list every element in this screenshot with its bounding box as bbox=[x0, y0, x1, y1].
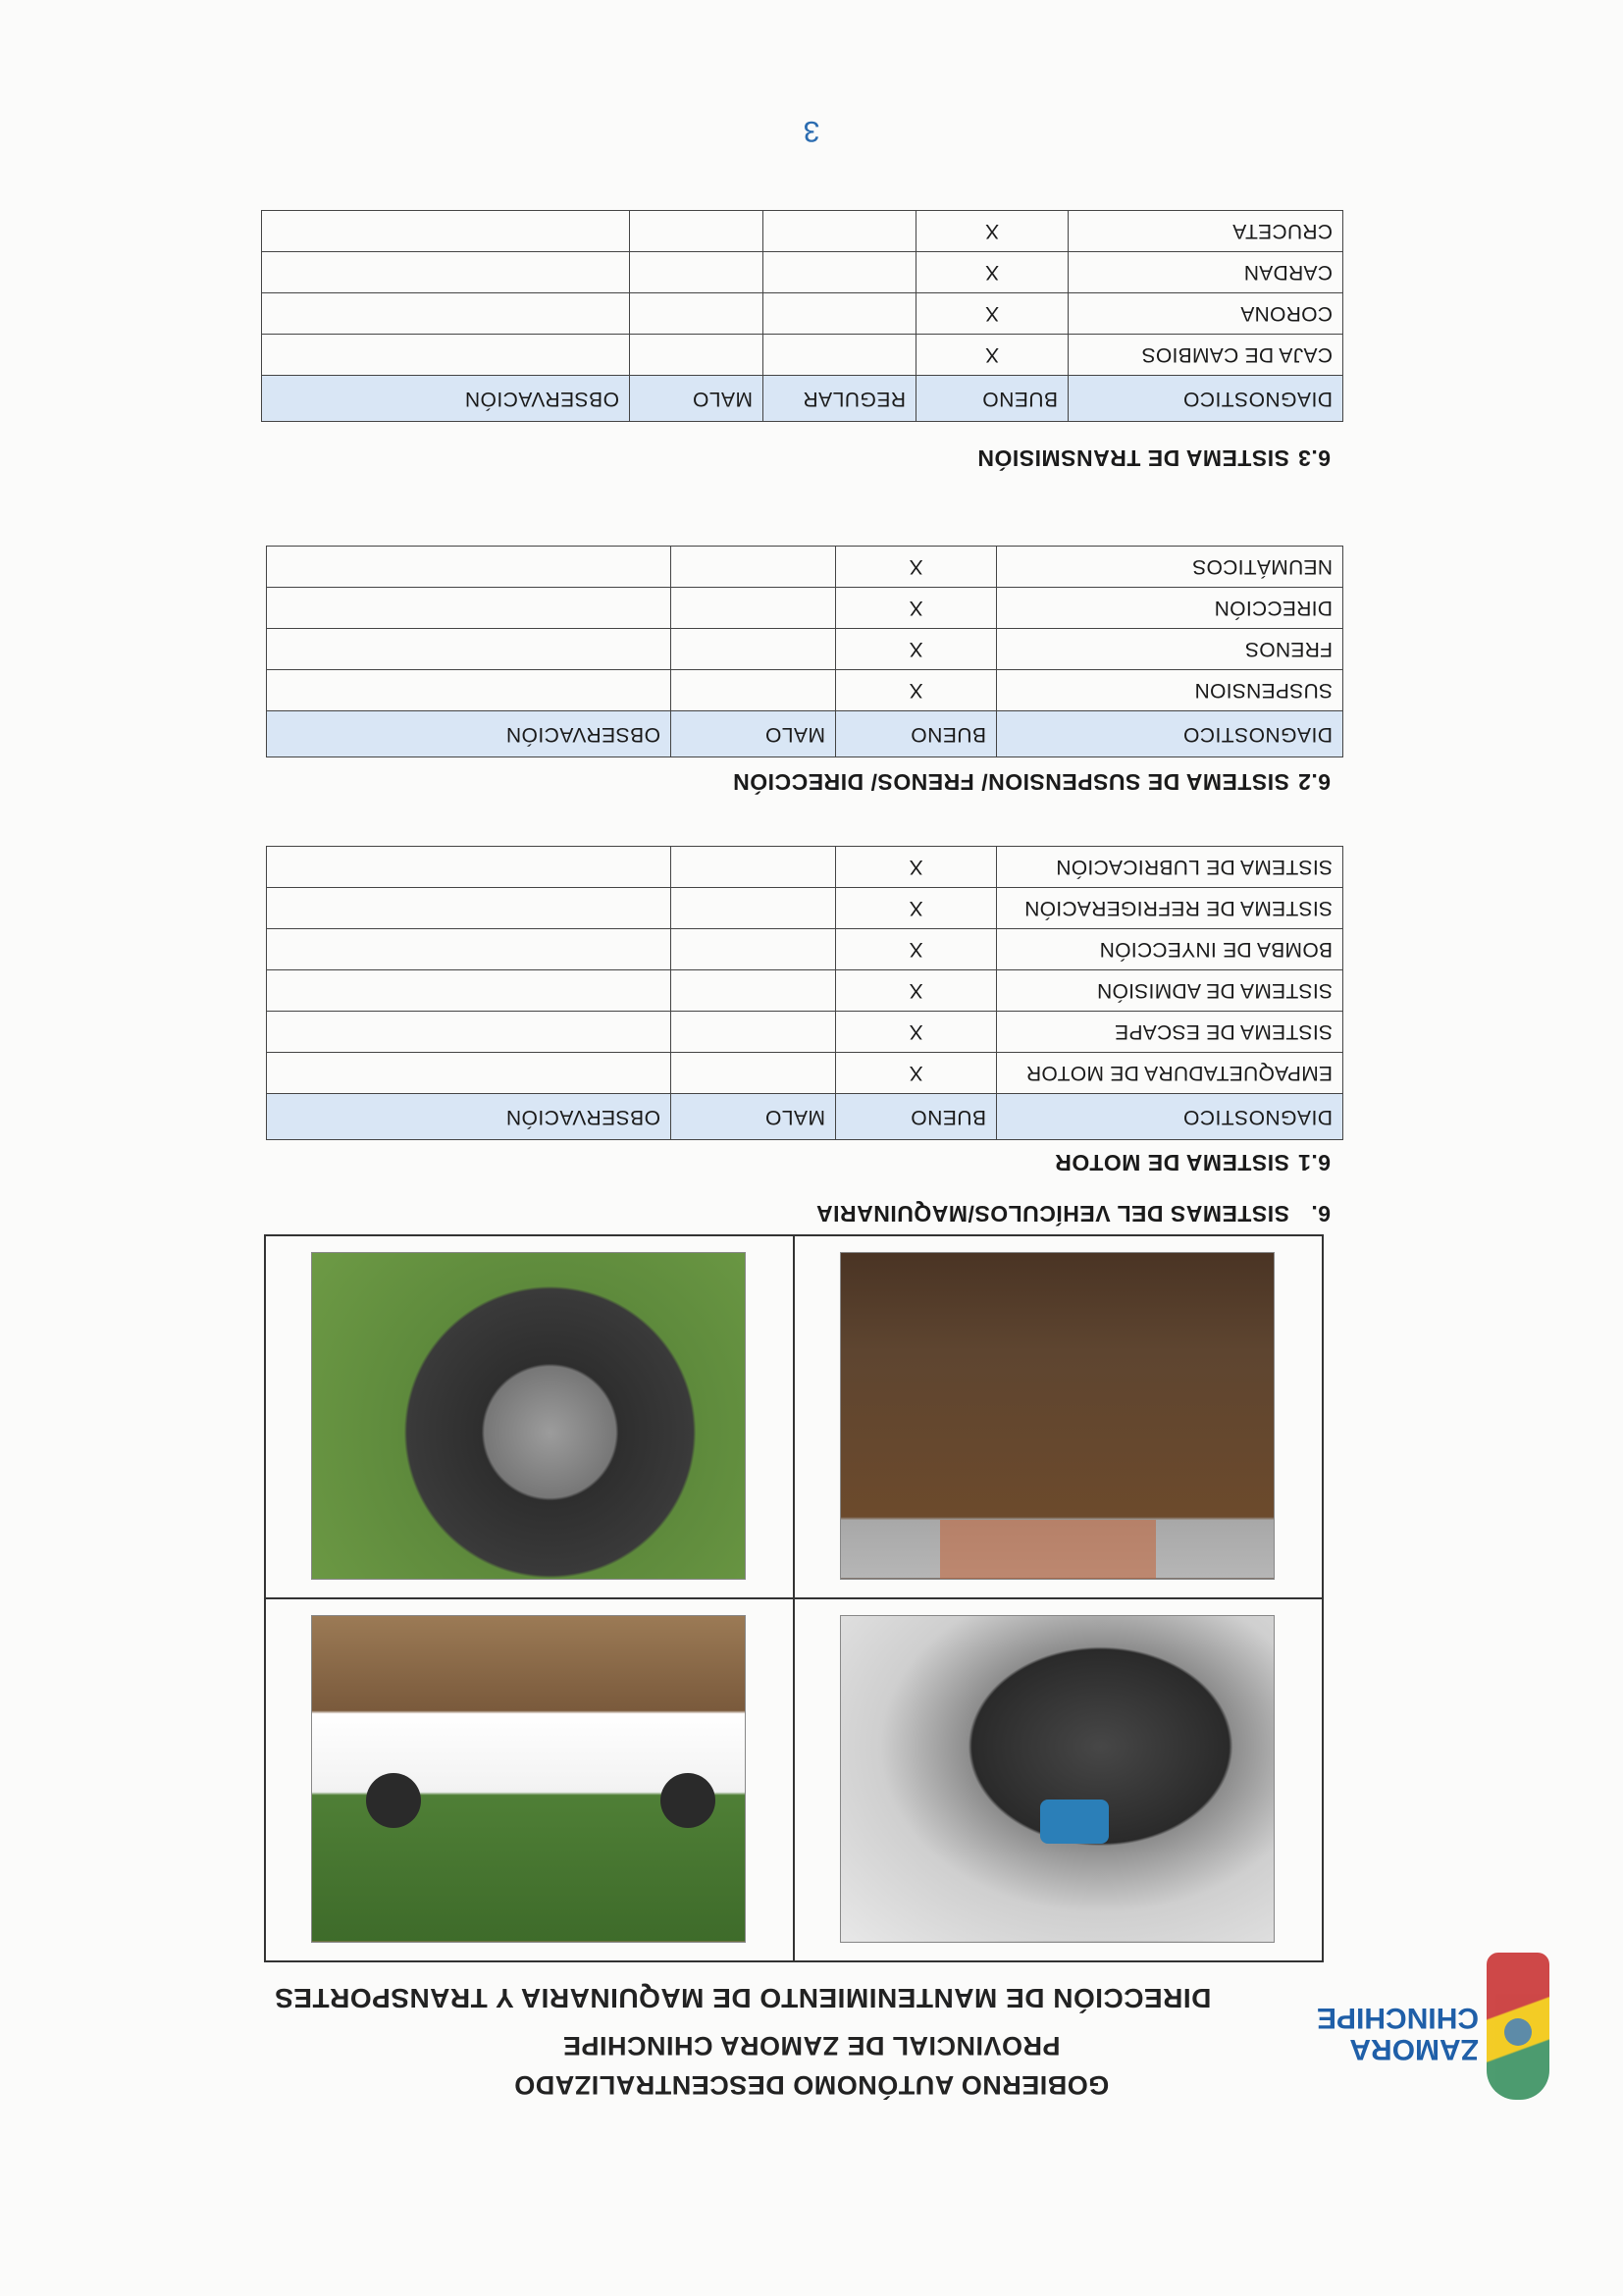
header-diagnostico: DIAGNOSTICO bbox=[997, 711, 1343, 757]
section-6-heading bbox=[816, 1200, 1332, 1226]
diagnostic-item: SISTEMA DE ESCAPE bbox=[997, 1012, 1343, 1053]
regular-cell bbox=[763, 293, 916, 335]
malo-cell bbox=[671, 929, 836, 970]
table-row bbox=[267, 629, 1343, 670]
header-malo: MALO bbox=[671, 711, 836, 757]
regular-cell bbox=[763, 211, 916, 252]
header-bueno: BUENO bbox=[916, 376, 1069, 422]
observation-cell bbox=[262, 211, 630, 252]
observation-cell bbox=[267, 1012, 671, 1053]
header-line-1: GOBIERNO AUTÓNOMO DESCENTRALIZADO bbox=[513, 2070, 1110, 2100]
bueno-mark: X bbox=[836, 970, 997, 1012]
bueno-mark: X bbox=[836, 629, 997, 670]
observation-cell bbox=[267, 929, 671, 970]
white-truck-photo bbox=[311, 1615, 746, 1943]
transmission-system-table bbox=[261, 210, 1343, 422]
regular-cell bbox=[763, 252, 916, 293]
suspension-brakes-steering-table bbox=[266, 546, 1343, 757]
header-malo: MALO bbox=[630, 376, 763, 422]
header-diagnostico: DIAGNOSTICO bbox=[1069, 376, 1343, 422]
section-title: SISTEMA DE SUSPENSION/ FRENOS/ DIRECCIÓN bbox=[732, 769, 1289, 795]
header-regular: REGULAR bbox=[763, 376, 916, 422]
malo-cell bbox=[630, 335, 763, 376]
table-row bbox=[267, 1012, 1343, 1053]
observation-cell bbox=[262, 252, 630, 293]
header-observacion: OBSERVACIÓN bbox=[262, 376, 630, 422]
diagnostic-item: CARDAN bbox=[1069, 252, 1343, 293]
table-row bbox=[267, 1053, 1343, 1094]
diagnostic-item: BOMBA DE INYECCIÓN bbox=[997, 929, 1343, 970]
diagnostic-item: SUSPENSION bbox=[997, 670, 1343, 711]
diagnostic-item: SISTEMA DE REFRIGERACIÓN bbox=[997, 888, 1343, 929]
photo-cell bbox=[265, 1598, 794, 1961]
malo-cell bbox=[671, 888, 836, 929]
observation-cell bbox=[267, 847, 671, 888]
malo-cell bbox=[671, 970, 836, 1012]
observation-cell bbox=[267, 1053, 671, 1094]
observation-cell bbox=[267, 970, 671, 1012]
table-row bbox=[267, 670, 1343, 711]
bueno-mark: X bbox=[836, 847, 997, 888]
header-observacion: OBSERVACIÓN bbox=[267, 1094, 671, 1140]
page-number: 3 bbox=[803, 115, 820, 147]
observation-cell bbox=[267, 670, 671, 711]
malo-cell bbox=[671, 629, 836, 670]
section-title: SISTEMA DE MOTOR bbox=[1054, 1150, 1289, 1175]
section-number: 6.3 bbox=[1297, 445, 1331, 471]
bueno-mark: X bbox=[836, 888, 997, 929]
section-number: 6.2 bbox=[1297, 769, 1331, 795]
observation-cell bbox=[267, 629, 671, 670]
malo-cell bbox=[671, 1012, 836, 1053]
diagnostic-item: EMPAQUETADURA DE MOTOR bbox=[997, 1053, 1343, 1094]
photo-cell bbox=[794, 1598, 1323, 1961]
diagnostic-item: DIRECCIÓN bbox=[997, 588, 1343, 629]
table-row bbox=[267, 888, 1343, 929]
dump-body-photo bbox=[840, 1252, 1275, 1580]
malo-cell bbox=[671, 547, 836, 588]
malo-cell bbox=[671, 588, 836, 629]
header-malo: MALO bbox=[671, 1094, 836, 1140]
section-title: SISTEMAS DEL VEHÍCULOS/MAQUINARIA bbox=[815, 1201, 1289, 1226]
bueno-mark: X bbox=[916, 335, 1069, 376]
observation-cell bbox=[262, 293, 630, 335]
bueno-mark: X bbox=[916, 211, 1069, 252]
table-row bbox=[262, 335, 1343, 376]
logo-word-chinchipe: CHINCHIPE bbox=[1316, 2002, 1479, 2034]
table-row bbox=[262, 293, 1343, 335]
diagnostic-item: CAJA DE CAMBIOS bbox=[1069, 335, 1343, 376]
table-row bbox=[267, 847, 1343, 888]
photo-grid bbox=[264, 1234, 1324, 1962]
diagnostic-item: CRUCETA bbox=[1069, 211, 1343, 252]
table-row bbox=[267, 547, 1343, 588]
bueno-mark: X bbox=[836, 1012, 997, 1053]
header-observacion: OBSERVACIÓN bbox=[267, 711, 671, 757]
photo-cell bbox=[794, 1235, 1323, 1598]
header-bueno: BUENO bbox=[836, 1094, 997, 1140]
table-row bbox=[262, 211, 1343, 252]
observation-cell bbox=[267, 547, 671, 588]
logo-word-zamora: ZAMORA bbox=[1349, 2033, 1479, 2065]
vehicle-cab-interior-photo bbox=[840, 1615, 1275, 1943]
bueno-mark: X bbox=[836, 588, 997, 629]
section-6-1-heading bbox=[1055, 1149, 1331, 1175]
section-number: 6.1 bbox=[1297, 1150, 1331, 1175]
observation-cell bbox=[267, 888, 671, 929]
malo-cell bbox=[671, 847, 836, 888]
malo-cell bbox=[630, 252, 763, 293]
observation-cell bbox=[267, 588, 671, 629]
header-diagnostico: DIAGNOSTICO bbox=[997, 1094, 1343, 1140]
section-6-3-heading bbox=[977, 444, 1331, 471]
header-line-3: DIRECCIÓN DE MANTENIMIENTO DE MAQUINARIA Y TRANSPORTES bbox=[274, 1983, 1212, 2013]
table-row bbox=[267, 970, 1343, 1012]
diagnostic-item: NEUMÁTICOS bbox=[997, 547, 1343, 588]
bueno-mark: X bbox=[916, 293, 1069, 335]
malo-cell bbox=[671, 1053, 836, 1094]
section-number: 6. bbox=[1310, 1201, 1331, 1226]
section-6-2-heading bbox=[733, 768, 1331, 795]
bueno-mark: X bbox=[836, 1053, 997, 1094]
bueno-mark: X bbox=[836, 670, 997, 711]
table-row bbox=[262, 252, 1343, 293]
header-bueno: BUENO bbox=[836, 711, 997, 757]
photo-cell bbox=[265, 1235, 794, 1598]
header-line-2: PROVINCIAL DE ZAMORA CHINCHIPE bbox=[562, 2031, 1061, 2061]
table-row bbox=[267, 588, 1343, 629]
malo-cell bbox=[671, 670, 836, 711]
section-title: SISTEMA DE TRANSMISIÓN bbox=[976, 445, 1289, 471]
diagnostic-item: SISTEMA DE LUBRICACIÓN bbox=[997, 847, 1343, 888]
bueno-mark: X bbox=[836, 547, 997, 588]
engine-system-table bbox=[266, 846, 1343, 1140]
table-row bbox=[267, 929, 1343, 970]
malo-cell bbox=[630, 293, 763, 335]
diagnostic-item: CORONA bbox=[1069, 293, 1343, 335]
bueno-mark: X bbox=[916, 252, 1069, 293]
regular-cell bbox=[763, 335, 916, 376]
observation-cell bbox=[262, 335, 630, 376]
diagnostic-item: FRENOS bbox=[997, 629, 1343, 670]
diagnostic-item: SISTEMA DE ADMISIÓN bbox=[997, 970, 1343, 1012]
spare-tire-photo bbox=[311, 1252, 746, 1580]
bueno-mark: X bbox=[836, 929, 997, 970]
malo-cell bbox=[630, 211, 763, 252]
